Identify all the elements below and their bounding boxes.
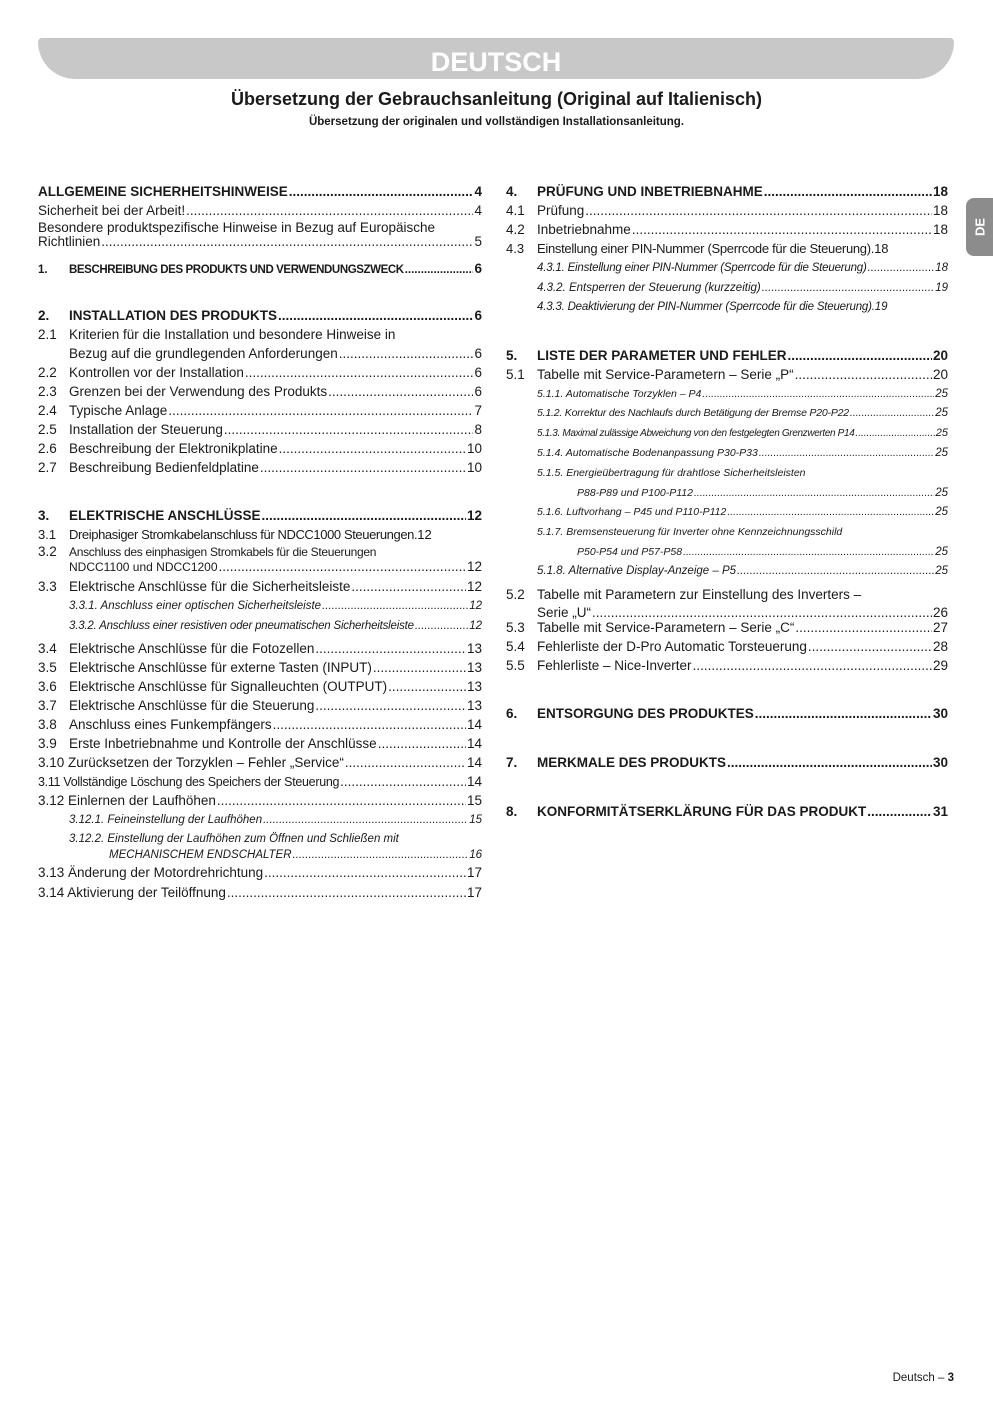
toc-entry-page: 31 [932, 804, 948, 819]
toc-entry-page: 6 [474, 384, 482, 399]
toc-entry-number: 5.2 [506, 587, 525, 602]
toc-entry-label: Fehlerliste – Nice-Inverter [537, 658, 692, 673]
toc-entry-number: 2. [38, 308, 50, 323]
leader-dots [855, 424, 934, 443]
toc-entry-number: 4. [506, 184, 518, 199]
toc-entry-page: 13 [466, 660, 482, 675]
toc-entry-label: 3.12 Einlernen der Laufhöhen [38, 793, 216, 808]
leader-dots [788, 346, 932, 365]
leader-dots [378, 734, 466, 753]
leader-dots [694, 483, 934, 504]
toc-entry-number: 2.6 [38, 441, 57, 456]
toc-entry[interactable] [38, 420, 482, 439]
toc-entry-label: NDCC1100 und NDCC1200 [69, 560, 218, 574]
leader-dots [632, 220, 932, 239]
toc-entry[interactable] [38, 639, 482, 658]
toc-entry-label: 5.1.4. Automatische Bodenanpassung P30-P33 [537, 447, 758, 459]
toc-entry[interactable] [38, 325, 482, 363]
toc-entry-page: 10 [466, 460, 482, 475]
toc-entry-label: ELEKTRISCHE ANSCHLÜSSE [69, 508, 261, 523]
toc-entry-number: 3.4 [38, 641, 57, 656]
toc-entry-label: Erste Inbetriebnahme und Kontrolle der Anschlüsse [69, 736, 377, 751]
leader-dots [289, 182, 474, 201]
toc-entry[interactable] [38, 677, 482, 696]
leader-dots [737, 562, 934, 581]
toc-entry-label: Fehlerliste der D-Pro Automatic Torsteuerung [537, 639, 807, 654]
toc-entry-number: 3. [38, 508, 50, 523]
toc-entry-label: Elektrische Anschlüsse für die Fotozellen [69, 641, 315, 656]
leader-dots [101, 234, 473, 250]
toc-entry[interactable] [506, 753, 948, 772]
toc-entry[interactable] [38, 182, 482, 201]
toc-entry[interactable] [38, 658, 482, 677]
toc-entry-page: 5 [474, 234, 482, 249]
toc-entry-label: KONFORMITÄTSERKLÄRUNG FÜR DAS PRODUKT [537, 804, 867, 819]
toc-entry-page: 12 [469, 620, 482, 632]
toc-entry[interactable] [38, 306, 482, 325]
toc-entry-label: Elektrische Anschlüsse für externe Tasten (INPUT) [69, 660, 372, 675]
toc-entry-label: Tabelle mit Service-Parametern – Serie „C“ [537, 620, 795, 635]
toc-entry[interactable] [506, 365, 948, 384]
leader-dots [219, 559, 466, 575]
toc-entry-label: P88-P89 und P100-P112 [577, 487, 693, 499]
leader-dots [278, 306, 473, 325]
toc-entry-page: 6 [474, 365, 482, 380]
toc-entry-label: MERKMALE DES PRODUKTS [537, 755, 727, 770]
leader-dots [315, 696, 466, 715]
toc-entry-label: Prüfung [537, 203, 585, 218]
toc-entry[interactable] [506, 503, 948, 522]
toc-entry[interactable] [38, 545, 482, 575]
toc-entry-page: 13 [466, 641, 482, 656]
toc-entry-page: 18 [874, 241, 889, 256]
leader-dots [227, 883, 466, 902]
leader-dots [585, 201, 932, 220]
leader-dots [868, 259, 935, 278]
footer-label: Deutsch – [892, 1372, 948, 1384]
toc-entry-page: 25 [935, 487, 948, 499]
toc-entry[interactable] [38, 525, 482, 544]
toc-entry-label: 5.1.2. Korrektur des Nachlaufs durch Betätigung der Bremse P20-P22 [537, 407, 849, 419]
toc-entry[interactable] [38, 753, 482, 772]
toc-entry-page: 18 [932, 222, 948, 237]
page-number: 3 [947, 1372, 954, 1384]
toc-entry-label: 3.3.2. Anschluss einer resistiven oder pneumatischen Sicherheitsleiste [69, 620, 414, 632]
toc-entry[interactable] [38, 201, 482, 220]
leader-dots [351, 577, 466, 596]
toc-entry-label: Tabelle mit Parametern zur Einstellung des Inverters – [537, 587, 862, 602]
leader-dots [795, 618, 932, 637]
toc-entry-label: Elektrische Anschlüsse für Signalleuchten (OUTPUT) [69, 679, 388, 694]
leader-dots [245, 363, 474, 382]
toc-entry-page: 17 [466, 865, 482, 880]
toc-entry-page: 12 [469, 600, 482, 612]
page-title: Übersetzung der Gebrauchsanleitung (Original auf Italienisch) [230, 89, 763, 109]
toc-entry[interactable] [38, 715, 482, 734]
toc-entry[interactable] [506, 220, 948, 239]
leader-dots [764, 182, 932, 201]
toc-entry-page: 4 [474, 203, 482, 218]
leader-dots [755, 704, 932, 723]
toc-entry-label: Kontrollen vor der Installation [69, 365, 244, 380]
toc-entry[interactable] [506, 404, 948, 423]
toc-entry-page: 16 [469, 849, 482, 861]
toc-entry[interactable] [38, 863, 482, 882]
toc-entry-label: 3.12.2. Einstellung der Laufhöhen zum Öffnen und Schließen mit [69, 833, 399, 845]
leader-dots [339, 344, 474, 363]
toc-entry-number: 3.3 [38, 579, 57, 594]
toc-entry-label: Installation der Steuerung [69, 422, 223, 437]
toc-entry-number: 7. [506, 755, 518, 770]
toc-entry-page: 12 [417, 527, 432, 542]
toc-entry[interactable] [38, 439, 482, 458]
toc-entry[interactable] [38, 617, 482, 636]
toc-entry-label: Richtlinien [38, 234, 101, 249]
toc-entry-number: 4.2 [506, 222, 525, 237]
toc-entry[interactable] [506, 424, 948, 443]
toc-entry[interactable] [506, 586, 948, 622]
toc-entry[interactable] [506, 239, 948, 258]
toc-entry-label: 5.1.8. Alternative Display-Anzeige – P5 [537, 565, 737, 577]
language-tab [966, 198, 993, 256]
toc-entry[interactable] [38, 221, 482, 250]
toc-entry[interactable] [38, 506, 482, 525]
leader-dots [795, 365, 932, 384]
toc-entry-label: 4.3.2. Entsperren der Steuerung (kurzzeitig) [537, 282, 761, 294]
toc-entry-number: 2.5 [38, 422, 57, 437]
leader-dots [328, 382, 473, 401]
leader-dots [867, 802, 932, 821]
toc-entry-label: Beschreibung Bedienfeldplatine [69, 460, 259, 475]
toc-entry[interactable] [506, 385, 948, 404]
toc-entry-number: 3.1 [38, 527, 57, 542]
toc-entry-page: 30 [932, 755, 948, 770]
toc-entry[interactable] [506, 523, 948, 563]
toc-entry-number: 5.3 [506, 620, 525, 635]
toc-entry-label: 5.1.1. Automatische Torzyklen – P4 [537, 388, 702, 400]
toc-entry[interactable] [38, 259, 482, 278]
toc-entry-label: Elektrische Anschlüsse für die Steuerung [69, 698, 315, 713]
leader-dots [340, 772, 466, 791]
toc-entry-page: 25 [935, 388, 948, 400]
leader-dots [683, 542, 934, 563]
toc-entry-label: 3.12.1. Feineinstellung der Laufhöhen [69, 814, 263, 826]
toc-entry-label: Einstellung einer PIN-Nummer (Sperrcode für die Steuerung). [537, 241, 875, 256]
leader-dots [345, 753, 466, 772]
toc-entry-label: 4.3.3. Deaktivierung der PIN-Nummer (Sperrcode für die Steuerung). [537, 301, 875, 313]
toc-entry-page: 25 [935, 506, 948, 518]
toc-entry-number: 3.9 [38, 736, 57, 751]
toc-entry[interactable] [38, 597, 482, 616]
toc-entry-label: Elektrische Anschlüsse für die Sicherheitsleiste [69, 579, 351, 594]
toc-entry[interactable] [38, 382, 482, 401]
toc-entry-page: 26 [932, 605, 948, 620]
toc-entry-number: 3.7 [38, 698, 57, 713]
leader-dots [264, 863, 466, 882]
toc-entry-label: 5.1.7. Bremsensteuerung für Inverter ohne Kennzeichnungsschild [537, 526, 843, 538]
toc-entry-number: 4.1 [506, 203, 525, 218]
toc-entry-page: 18 [935, 262, 948, 274]
leader-dots [373, 658, 466, 677]
toc-entry-label: Inbetriebnahme [537, 222, 631, 237]
leader-dots [762, 279, 934, 298]
toc-entry-label: Serie „U“ [537, 605, 592, 620]
leader-dots [279, 439, 466, 458]
leader-dots [273, 715, 466, 734]
toc-entry-page: 27 [932, 620, 948, 635]
toc-entry[interactable] [506, 464, 948, 504]
toc-entry-label: 3.10 Zurücksetzen der Torzyklen – Fehler „Service“ [38, 755, 344, 770]
toc-entry-page: 6 [474, 308, 482, 323]
toc-entry-number: 2.4 [38, 403, 57, 418]
toc-entry[interactable] [506, 562, 948, 581]
toc-entry-page: 18 [932, 184, 948, 199]
toc-entry-page: 4 [474, 184, 482, 199]
toc-entry-number: 5.5 [506, 658, 525, 673]
toc-entry-number: 5.1 [506, 367, 525, 382]
page-footer [780, 1372, 954, 1384]
toc-entry-label: Anschluss des einphasigen Stromkabels für die Steuerungen [69, 545, 377, 559]
toc-entry-page: 12 [466, 559, 482, 574]
toc-entry-page: 13 [466, 698, 482, 713]
toc-entry[interactable] [506, 201, 948, 220]
toc-entry-number: 4.3 [506, 241, 525, 256]
leader-dots [263, 811, 468, 830]
toc-entry-label: 3.13 Änderung der Motordrehrichtung [38, 865, 264, 880]
toc-entry-label: ENTSORGUNG DES PRODUKTES [537, 706, 754, 721]
toc-entry-number: 3.6 [38, 679, 57, 694]
toc-entry-page: 18 [932, 203, 948, 218]
toc-entry[interactable] [38, 831, 482, 863]
toc-entry-number: 3.5 [38, 660, 57, 675]
toc-entry-page: 12 [466, 508, 482, 523]
leader-dots [260, 458, 466, 477]
toc-entry-label: 3.3.1. Anschluss einer optischen Sicherheitsleiste [69, 600, 322, 612]
toc-entry-label: Sicherheit bei der Arbeit! [38, 203, 186, 218]
toc-entry-label: 3.11 Vollständige Löschung des Speichers der Steuerung [38, 775, 340, 789]
toc-entry[interactable] [506, 444, 948, 463]
leader-dots [702, 385, 934, 404]
leader-dots [727, 753, 932, 772]
toc-entry-page: 13 [466, 679, 482, 694]
leader-dots [693, 656, 932, 675]
toc-entry-label: 5.1.3. Maximal zulässige Abweichung von den festgelegten Grenzwerten P14 [537, 428, 855, 439]
toc-entry-label: Anschluss eines Funkempfängers [69, 717, 272, 732]
toc-entry-page: 15 [466, 793, 482, 808]
toc-entry-page: 20 [932, 367, 948, 382]
toc-entry-page: 14 [466, 774, 482, 789]
toc-entry-label: 5.1.5. Energieübertragung für drahtlose Sicherheitsleisten [537, 467, 806, 479]
toc-entry[interactable] [506, 279, 948, 298]
toc-entry-number: 3.2 [38, 544, 57, 559]
toc-entry[interactable] [38, 734, 482, 753]
toc-entry[interactable] [506, 298, 948, 317]
toc-entry-number: 2.1 [38, 327, 57, 342]
toc-entry-number: 2.3 [38, 384, 57, 399]
toc-entry[interactable] [38, 772, 482, 791]
toc-entry-label: MECHANISCHEM ENDSCHALTER [109, 849, 292, 861]
toc-entry-page: 6 [474, 346, 482, 361]
toc-entry-label: P50-P54 und P57-P58 [577, 546, 683, 558]
toc-entry-label: Beschreibung der Elektronikplatine [69, 441, 278, 456]
leader-dots [727, 503, 934, 522]
toc-entry-page: 6 [474, 261, 482, 276]
toc-entry[interactable] [38, 577, 482, 596]
toc-entry-label: 3.14 Aktivierung der Teilöffnung [38, 885, 226, 900]
toc-entry-number: 6. [506, 706, 518, 721]
leader-dots [759, 444, 934, 463]
leader-dots [808, 637, 932, 656]
toc-entry-number: 1. [38, 264, 48, 276]
toc-entry-number: 5.4 [506, 639, 525, 654]
leader-dots [224, 420, 474, 439]
language-tab-label: DE [972, 217, 987, 237]
leader-dots [415, 617, 468, 636]
toc-entry-page: 29 [932, 658, 948, 673]
toc-entry-page: 25 [935, 447, 948, 459]
toc-entry-page: 10 [466, 441, 482, 456]
toc-entry[interactable] [506, 802, 948, 821]
toc-entry-page: 14 [466, 736, 482, 751]
toc-entry[interactable] [38, 883, 482, 902]
toc-entry-label: BESCHREIBUNG DES PRODUKTS UND VERWENDUNGSZWECK [69, 264, 404, 276]
toc-entry-page: 15 [469, 814, 482, 826]
toc-entry[interactable] [38, 696, 482, 715]
leader-dots [315, 639, 466, 658]
toc-entry-label: 5.1.6. Luftvorhang – P45 und P110-P112 [537, 506, 727, 518]
toc-entry[interactable] [38, 401, 482, 420]
toc-entry[interactable] [506, 637, 948, 656]
toc-entry-label: ALLGEMEINE SICHERHEITSHINWEISE [38, 184, 288, 199]
toc-entry-number: 3.8 [38, 717, 57, 732]
language-banner [38, 38, 954, 79]
toc-entry-page: 25 [935, 407, 948, 419]
toc-entry-page: 17 [466, 885, 482, 900]
toc-entry[interactable] [506, 259, 948, 278]
toc-entry-label: Dreiphasiger Stromkabelanschluss für NDCC1000 Steuerungen. [69, 527, 418, 542]
toc-entry-number: 8. [506, 804, 518, 819]
toc-entry-page: 12 [466, 579, 482, 594]
toc-entry-page: 30 [932, 706, 948, 721]
leader-dots [217, 791, 466, 810]
toc-entry-label: 4.3.1. Einstellung einer PIN-Nummer (Sperrcode für die Steuerung) [537, 262, 867, 274]
toc-entry[interactable] [506, 704, 948, 723]
toc-entry-number: 2.2 [38, 365, 57, 380]
toc-entry[interactable] [506, 656, 948, 675]
leader-dots [186, 201, 473, 220]
toc-entry-page: 25 [935, 546, 948, 558]
toc-entry-page: 25 [935, 565, 948, 577]
toc-entry[interactable] [38, 791, 482, 810]
toc-entry[interactable] [38, 811, 482, 830]
toc-entry-page: 14 [466, 755, 482, 770]
toc-entry[interactable] [506, 618, 948, 637]
toc-entry-label: INSTALLATION DES PRODUKTS [69, 308, 277, 323]
toc-entry[interactable] [506, 346, 948, 365]
toc-entry-label: Bezug auf die grundlegenden Anforderungen [69, 346, 338, 361]
toc-entry-page: 19 [874, 301, 888, 313]
toc-entry[interactable] [38, 458, 482, 477]
toc-entry-page: 8 [474, 422, 482, 437]
toc-entry-page: 7 [474, 403, 482, 418]
page-subtitle: Übersetzung der originalen und vollständigen Installationsanleitung. [308, 116, 685, 128]
leader-dots [405, 261, 474, 280]
leader-dots [168, 401, 473, 420]
leader-dots [322, 597, 468, 616]
leader-dots [293, 847, 469, 863]
leader-dots [262, 506, 466, 525]
toc-entry-label: Tabelle mit Service-Parametern – Serie „P“ [537, 367, 794, 382]
toc-entry-page: 28 [932, 639, 948, 654]
toc-entry-label: LISTE DER PARAMETER UND FEHLER [537, 348, 787, 363]
toc-entry-page: 25 [935, 427, 948, 439]
toc-entry-label: Grenzen bei der Verwendung des Produkts [69, 384, 328, 399]
toc-entry-label: Kriterien für die Installation und besondere Hinweise in [69, 327, 396, 342]
toc-entry-page: 20 [932, 348, 948, 363]
toc-entry-label: Typische Anlage [69, 403, 168, 418]
toc-entry[interactable] [38, 363, 482, 382]
toc-entry-number: 5. [506, 348, 518, 363]
banner-title: DEUTSCH [430, 47, 562, 77]
toc-entry-page: 14 [466, 717, 482, 732]
leader-dots [388, 677, 466, 696]
leader-dots [850, 404, 934, 423]
toc-entry-page: 19 [935, 282, 948, 294]
toc-entry-label: Besondere produktspezifische Hinweise in Bezug auf Europäische [38, 220, 435, 235]
toc-entry[interactable] [506, 182, 948, 201]
toc-entry-number: 2.7 [38, 460, 57, 475]
toc-entry-label: PRÜFUNG UND INBETRIEBNAHME [537, 184, 763, 199]
